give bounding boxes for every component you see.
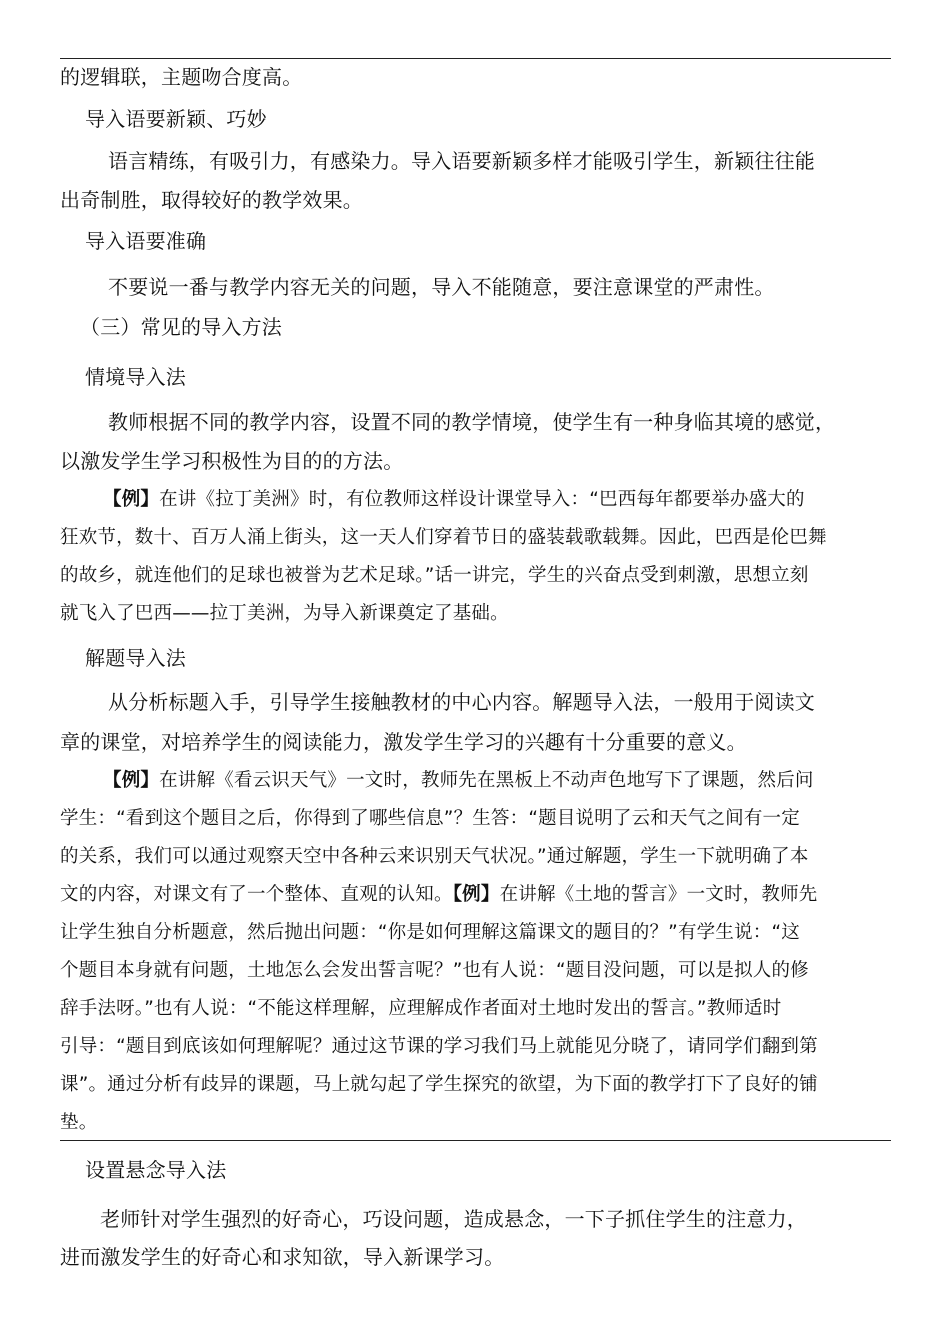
- section-heading: 情境导入法: [85, 365, 186, 389]
- paragraph-line: 老师针对学生强烈的好奇心，巧设问题，造成悬念，一下子抓住学生的注意力，: [100, 1207, 807, 1231]
- paragraph-line: 的逻辑联，主题吻合度高。: [60, 65, 303, 89]
- example-line: 学生：“看到这个题目之后，你得到了哪些信息”？生答：“题目说明了云和天气之间有一定: [60, 808, 800, 829]
- section-heading: （三）常见的导入方法: [80, 315, 282, 339]
- example-line: 文的内容，对课文有了一个整体、直观的认知。【例】在讲解《土地的誓言》一文时，教师先: [60, 884, 818, 905]
- section-heading: 解题导入法: [85, 646, 186, 670]
- paragraph-line: 进而激发学生的好奇心和求知欲，导入新课学习。: [60, 1245, 505, 1269]
- paragraph-line: 教师根据不同的教学内容，设置不同的教学情境，使学生有一种身临其境的感觉，: [108, 410, 836, 434]
- paragraph-line: 出奇制胜，取得较好的教学效果。: [60, 188, 363, 212]
- example-marker: 【例】: [103, 770, 160, 791]
- section-heading: 设置悬念导入法: [85, 1158, 227, 1182]
- bottom-rule: [60, 1140, 891, 1141]
- example-line: 让学生独自分析题意，然后抛出问题：“你是如何理解这篇课文的题目的？”有学生说：“这: [60, 922, 800, 943]
- example-line: 垫。: [60, 1112, 98, 1133]
- paragraph-line: 从分析标题入手，引导学生接触教材的中心内容。解题导入法，一般用于阅读文: [108, 690, 815, 714]
- example-line: 【例】在讲解《看云识天气》一文时，教师先在黑板上不动声色地写下了课题，然后问: [103, 770, 814, 791]
- example-line: 辞手法呀。”也有人说：“不能这样理解，应理解成作者面对土地时发出的誓言。”教师适时: [60, 998, 782, 1019]
- section-heading: 导入语要新颖、巧妙: [85, 107, 267, 131]
- example-marker: 【例】: [452, 884, 500, 905]
- paragraph-line: 不要说一番与教学内容无关的问题，导入不能随意，要注意课堂的严肃性。: [108, 275, 775, 299]
- example-line: 就飞入了巴西——拉丁美洲，为导入新课奠定了基础。: [60, 603, 509, 624]
- paragraph-line: 语言精练，有吸引力，有感染力。导入语要新颖多样才能吸引学生，新颖往往能: [108, 149, 815, 173]
- example-line: 的关系，我们可以通过观察天空中各种云来识别天气状况。”通过解题，学生一下就明确了本: [60, 846, 809, 867]
- example-line: 【例】在讲《拉丁美洲》时，有位教师这样设计课堂导入：“巴西每年都要举办盛大的: [103, 489, 805, 510]
- top-rule: [60, 58, 891, 59]
- example-line: 的故乡，就连他们的足球也被誉为艺术足球。”话一讲完，学生的兴奋点受到刺激，思想立刻: [60, 565, 809, 586]
- example-marker: 【例】: [103, 489, 160, 510]
- paragraph-line: 以激发学生学习积极性为目的的方法。: [60, 449, 404, 473]
- example-line: 个题目本身就有问题，土地怎么会发出誓言呢？”也有人说：“题目没问题，可以是拟人的修: [60, 960, 809, 981]
- example-line: 狂欢节，数十、百万人涌上街头，这一天人们穿着节日的盛装载歌载舞。因此，巴西是伦巴舞: [60, 527, 827, 548]
- paragraph-line: 章的课堂，对培养学生的阅读能力，激发学生学习的兴趣有十分重要的意义。: [60, 730, 747, 754]
- example-line: 引导：“题目到底该如何理解呢？通过这节课的学习我们马上就能见分晓了，请同学们翻到第: [60, 1036, 818, 1057]
- example-line: 课”。通过分析有歧异的课题，马上就勾起了学生探究的欲望，为下面的教学打下了良好的铺: [60, 1074, 818, 1095]
- section-heading: 导入语要准确: [85, 229, 207, 253]
